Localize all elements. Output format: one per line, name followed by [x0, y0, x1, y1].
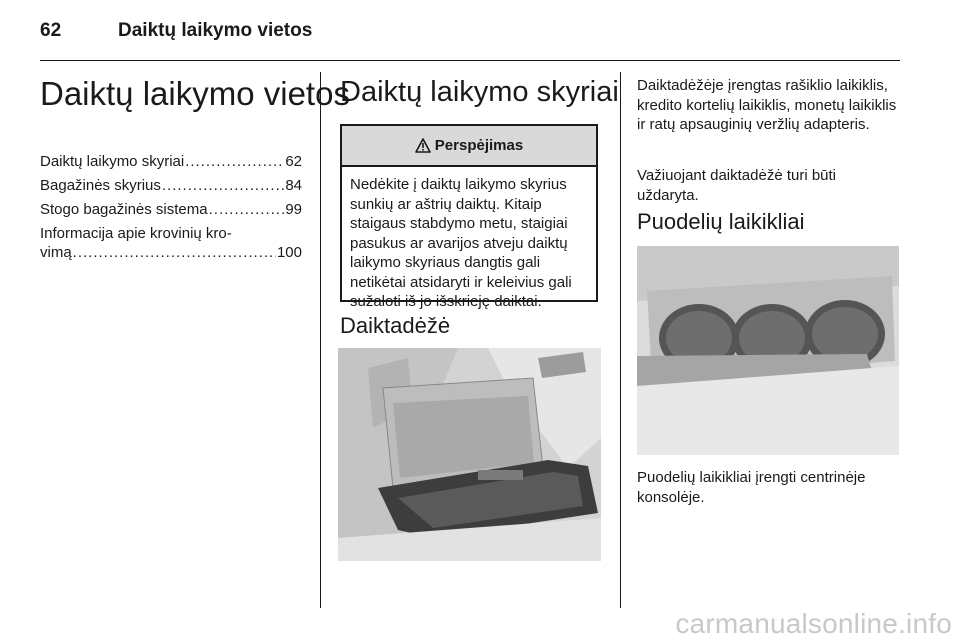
glovebox-title: Daiktadėžė: [340, 313, 451, 338]
glovebox-description: Daiktadėžėje įrengtas rašiklio laikiklis, kredito kortelių laikiklis, monetų laikiklis ir ratų apsauginių veržlių adapteris.: [637, 77, 897, 133]
warning-box: [340, 124, 598, 310]
page-number: 62: [40, 20, 62, 41]
toc-entry-label: Informacija apie krovinių kro-: [40, 225, 232, 242]
header-rule: [40, 60, 900, 61]
column-divider: [320, 72, 321, 608]
toc-entry-label: Bagažinės skyrius: [40, 177, 161, 194]
chapter-title: Daiktų laikymo vietos: [40, 75, 350, 112]
running-header: Daiktų laikymo vietos: [118, 20, 313, 41]
toc-entry-label-cont: vimą: [40, 244, 72, 261]
toc-entry[interactable]: [40, 200, 302, 219]
glovebox-photo: [338, 348, 601, 561]
toc-leader: [73, 243, 276, 262]
section-title: Daiktų laikymo skyriai: [340, 76, 619, 108]
warning-triangle-icon: [415, 138, 431, 153]
watermark: carmanualsonline.info: [675, 608, 952, 639]
warning-header: [342, 126, 596, 167]
cupholders-caption: Puodelių laikikliai įrengti centrinėje konsolėje.: [637, 469, 866, 506]
toc-entry-page: 84: [285, 177, 302, 194]
glovebox-note: Važiuojant daiktadėžė turi būti uždaryta.: [637, 167, 837, 204]
warning-text: Nedėkite į daiktų laikymo skyrius sunkių ar aštrių daiktų. Kitaip staigaus stabdymo metu, staigiai pasukus ar avarijos atveju daiktų laikymo skyriaus dangtis gali netikėtai atsidaryti ir keleivius gali sužaloti iš jo išskrieję daiktai.: [350, 176, 572, 310]
toc-leader: [185, 152, 284, 171]
toc-leader: [209, 200, 285, 219]
toc-entry-page: 99: [285, 201, 302, 218]
warning-heading: Perspėjimas: [434, 137, 524, 154]
toc-leader: [162, 176, 284, 195]
column-divider: [620, 72, 621, 608]
toc-entry-page: 100: [276, 244, 302, 261]
toc-entry-label: Daiktų laikymo skyriai: [40, 153, 185, 170]
toc-entry[interactable]: [40, 152, 302, 171]
cupholders-title: Puodelių laikikliai: [637, 209, 805, 234]
cupholders-photo: [637, 246, 899, 455]
toc-entry-page: 62: [285, 153, 302, 170]
toc-entry[interactable]: [40, 224, 302, 262]
toc-entry-label: Stogo bagažinės sistema: [40, 201, 208, 218]
toc-entry[interactable]: [40, 176, 302, 195]
